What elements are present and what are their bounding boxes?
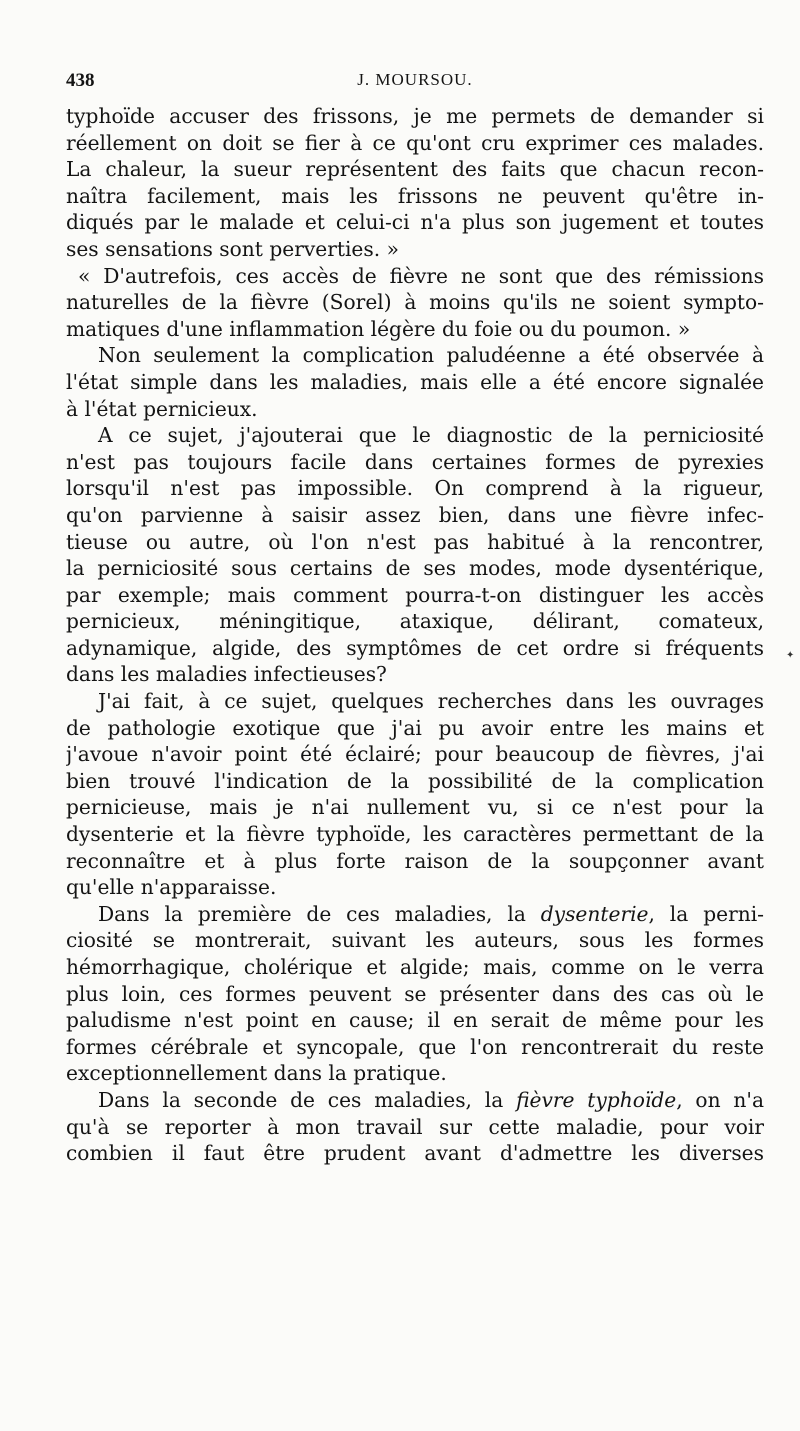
text-line: adynamique, algide, des symptômes de cet ordre si fréquents bbox=[66, 635, 764, 660]
text-line: qu'à se reporter à mon travail sur cette maladie, pour voir bbox=[66, 1114, 764, 1139]
text-line: lorsqu'il n'est pas impossible. On comprend à la rigueur, bbox=[66, 476, 764, 501]
italic-term: dysenterie bbox=[540, 901, 649, 926]
text-line: ses sensations sont perverties. » bbox=[66, 236, 399, 261]
text-line: qu'elle n'apparaisse. bbox=[66, 875, 277, 900]
text-line: pernicieuse, mais je n'ai nullement vu, si ce n'est pour la bbox=[66, 795, 764, 820]
body-text bbox=[66, 103, 764, 1167]
text-line: Non seulement la complication paludéenne a été observée à bbox=[98, 343, 764, 368]
text-line: la perniciosité sous certains de ses modes, mode dysentérique, bbox=[66, 556, 764, 581]
page-number: 438 bbox=[66, 70, 95, 91]
text-line: « D'autrefois, ces accès de fièvre ne sont que des rémissions bbox=[78, 263, 764, 288]
text-line: Dans la seconde de ces maladies, la fièvre typhoïde, on n'a bbox=[98, 1087, 764, 1112]
text-line: paludisme n'est point en cause; il en serait de même pour les bbox=[66, 1008, 764, 1033]
text-line: par exemple; mais comment pourra-t-on distinguer les accès bbox=[66, 582, 764, 607]
text-line: Dans la première de ces maladies, la dysenterie, la perni- bbox=[98, 901, 764, 926]
text-line: pernicieux, méningitique, ataxique, délirant, comateux, bbox=[66, 609, 764, 634]
text-line: à l'état pernicieux. bbox=[66, 396, 258, 421]
text-line: réellement on doit se fier à ce qu'ont cru exprimer ces malades. bbox=[66, 130, 764, 155]
page-header bbox=[66, 70, 764, 96]
text-line: tieuse ou autre, où l'on n'est pas habitué à la rencontrer, bbox=[66, 529, 764, 554]
text-line: J'ai fait, à ce sujet, quelques recherches dans les ouvrages bbox=[98, 689, 764, 714]
text-line: dans les maladies infectieuses? bbox=[66, 662, 387, 687]
running-title: J. MOURSOU. bbox=[357, 70, 473, 89]
text-line: bien trouvé l'indication de la possibilité de la complication bbox=[66, 768, 764, 793]
text-line: de pathologie exotique que j'ai pu avoir entre les mains et bbox=[66, 715, 764, 740]
text-line: exceptionnellement dans la pratique. bbox=[66, 1061, 447, 1086]
text-line: combien il faut être prudent avant d'admettre les diverses bbox=[66, 1141, 764, 1166]
text-line: diqués par le malade et celui-ci n'a plus son jugement et toutes bbox=[66, 210, 764, 235]
text-line: j'avoue n'avoir point été éclairé; pour beaucoup de fièvres, j'ai bbox=[66, 742, 764, 767]
text-line: naîtra facilement, mais les frissons ne peuvent qu'être in- bbox=[66, 183, 764, 208]
text-line: n'est pas toujours facile dans certaines formes de pyrexies bbox=[66, 449, 764, 474]
text-line: ciosité se montrerait, suivant les auteurs, sous les formes bbox=[66, 928, 764, 953]
text-line: naturelles de la fièvre (Sorel) à moins qu'ils ne soient sympto- bbox=[66, 290, 764, 315]
text-line: typhoïde accuser des frissons, je me permets de demander si bbox=[66, 104, 764, 128]
text-line: l'état simple dans les maladies, mais elle a été encore signalée bbox=[66, 369, 764, 394]
text-line: La chaleur, la sueur représentent des faits que chacun recon- bbox=[66, 157, 764, 182]
text-line: plus loin, ces formes peuvent se présenter dans des cas où le bbox=[66, 981, 764, 1006]
text-line: qu'on parvienne à saisir assez bien, dans une fièvre infec- bbox=[66, 502, 764, 527]
text-line: reconnaître et à plus forte raison de la soupçonner avant bbox=[66, 848, 764, 873]
text-line: matiques d'une inflammation légère du foie ou du poumon. » bbox=[66, 316, 691, 341]
text-line: A ce sujet, j'ajouterai que le diagnostic de la perniciosité bbox=[98, 423, 764, 448]
text-line: hémorrhagique, cholérique et algide; mais, comme on le verra bbox=[66, 955, 764, 979]
text-line: dysenterie et la fièvre typhoïde, les caractères permettant de la bbox=[66, 822, 764, 847]
margin-mark: ✦ bbox=[786, 650, 795, 661]
italic-term: fièvre typhoïde bbox=[516, 1087, 677, 1112]
text-line: formes cérébrale et syncopale, que l'on rencontrerait du reste bbox=[66, 1034, 764, 1059]
